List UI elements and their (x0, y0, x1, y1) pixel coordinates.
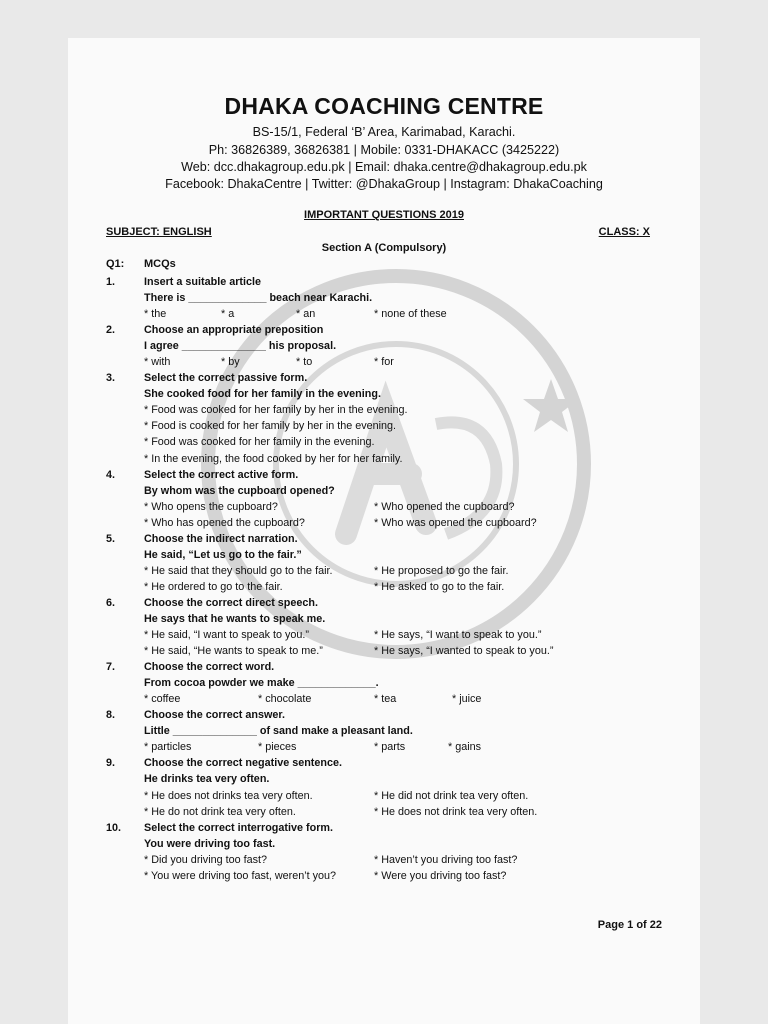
mcq-prompt: He drinks tea very often. (144, 773, 270, 786)
mcq-prompt: There is _____________ beach near Karachi. (144, 292, 373, 305)
mcq-number: 10. (106, 821, 122, 834)
mcq-option: * coffee (144, 693, 181, 706)
mcq-instruction: Choose the indirect narration. (144, 532, 298, 545)
mcq-list (106, 274, 666, 884)
mcq-instruction: Choose the correct direct speech. (144, 596, 319, 609)
mcq-instruction: Choose the correct word. (144, 661, 275, 674)
mcq-item (106, 659, 666, 707)
mcq-option: * He does not drink tea very often. (374, 805, 538, 818)
mcq-option: * by (221, 356, 240, 369)
mcq-option: * Who was opened the cupboard? (374, 516, 537, 529)
mcq-instruction: Choose an appropriate preposition (144, 324, 324, 337)
mcq-option: * He does not drinks tea very often. (144, 789, 313, 802)
class-label: CLASS: X (598, 226, 650, 238)
institute-title: DHAKA COACHING CENTRE (224, 93, 544, 119)
mcq-item (106, 755, 666, 819)
mcq-option: * a (221, 308, 235, 321)
mcq-option: * parts (374, 741, 406, 754)
mcq-item (106, 595, 666, 659)
mcq-option: * tea (374, 693, 397, 706)
mcq-option: * to (296, 356, 313, 369)
document-heading: IMPORTANT QUESTIONS 2019 (304, 209, 464, 221)
question-title: MCQs (144, 258, 176, 270)
mcq-instruction: Choose the correct negative sentence. (144, 757, 343, 770)
mcq-option: * with (144, 356, 171, 369)
mcq-item (106, 707, 666, 755)
mcq-option: * the (144, 308, 167, 321)
mcq-option: * Who has opened the cupboard? (144, 516, 305, 529)
mcq-item (106, 322, 666, 370)
mcq-prompt: She cooked food for her family in the evening. (144, 388, 381, 401)
mcq-option: * He said, “I want to speak to you.” (144, 629, 310, 642)
mcq-item (106, 370, 666, 466)
mcq-item (106, 467, 666, 531)
mcq-option: * for (374, 356, 394, 369)
mcq-instruction: Insert a suitable article (144, 276, 262, 288)
mcq-prompt: You were driving too fast. (144, 837, 276, 850)
mcq-number: 2. (106, 324, 116, 337)
institute-address: BS-15/1, Federal ‘B’ Area, Karimabad, Karachi. (252, 125, 516, 139)
institute-web: Web: dcc.dhakagroup.edu.pk | Email: dhaka.centre@dhakagroup.edu.pk (181, 160, 587, 174)
mcq-number: 6. (106, 596, 116, 609)
mcq-instruction: Select the correct passive form. (144, 372, 308, 385)
mcq-instruction: Select the correct interrogative form. (144, 821, 334, 834)
mcq-option: * You were driving too fast, weren’t you? (144, 869, 337, 882)
mcq-option: * He said that they should go to the fair. (144, 564, 333, 577)
mcq-option: * He did not drink tea very often. (374, 789, 529, 802)
mcq-prompt: He says that he wants to speak me. (144, 612, 326, 625)
page-number: Page 1 of 22 (597, 919, 662, 931)
mcq-instruction: Select the correct active form. (144, 468, 299, 481)
subject-label: SUBJECT: ENGLISH (106, 226, 212, 238)
mcq-number: 4. (106, 468, 116, 481)
mcq-item (106, 274, 666, 322)
mcq-option: * Did you driving too fast? (144, 853, 268, 866)
mcq-option: * none of these (374, 308, 447, 321)
mcq-option: * He do not drink tea very often. (144, 805, 296, 818)
mcq-number: 5. (106, 532, 116, 545)
mcq-prompt: I agree ______________ his proposal. (144, 340, 337, 353)
mcq-option: * Haven’t you driving too fast? (374, 853, 518, 866)
mcq-prompt: From cocoa powder we make _____________. (144, 677, 379, 690)
mcq-instruction: Choose the correct answer. (144, 709, 286, 722)
section-title: Section A (Compulsory) (321, 242, 447, 254)
mcq-option: * Food is cooked for her family by her in the evening. (144, 420, 397, 433)
mcq-option: * In the evening, the food cooked by her for her family. (144, 452, 403, 465)
mcq-number: 9. (106, 757, 116, 770)
mcq-option: * Food was cooked for her family by her in the evening. (144, 404, 408, 417)
question-label: Q1: (106, 258, 125, 270)
mcq-option: * chocolate (258, 693, 312, 706)
mcq-prompt: By whom was the cupboard opened? (144, 484, 335, 497)
mcq-option: * Who opens the cupboard? (144, 500, 278, 513)
mcq-option: * He asked to go to the fair. (374, 580, 505, 593)
mcq-option: * pieces (258, 741, 297, 754)
mcq-item (106, 531, 666, 595)
mcq-option: * He says, “I wanted to speak to you.” (374, 645, 554, 658)
mcq-option: * particles (144, 741, 192, 754)
mcq-option: * Food was cooked for her family in the evening. (144, 436, 375, 449)
mcq-prompt: He said, “Let us go to the fair.” (144, 548, 302, 561)
mcq-option: * Who opened the cupboard? (374, 500, 515, 513)
mcq-number: 8. (106, 709, 116, 722)
institute-phone: Ph: 36826389, 36826381 | Mobile: 0331-DHAKACC (3425222) (208, 143, 560, 157)
mcq-option: * gains (448, 741, 482, 754)
mcq-option: * an (296, 308, 316, 321)
mcq-item (106, 820, 666, 884)
mcq-number: 7. (106, 661, 116, 674)
mcq-number: 3. (106, 372, 116, 385)
mcq-option: * He ordered to go to the fair. (144, 580, 283, 593)
mcq-number: 1. (106, 276, 116, 288)
mcq-option: * He says, “I want to speak to you.” (374, 629, 542, 642)
mcq-option: * He proposed to go the fair. (374, 564, 509, 577)
mcq-option: * juice (452, 693, 482, 706)
institute-social: Facebook: DhakaCentre | Twitter: @DhakaGroup | Instagram: DhakaCoaching (165, 177, 603, 191)
mcq-option: * Were you driving too fast? (374, 869, 507, 882)
mcq-option: * He said, “He wants to speak to me.” (144, 645, 323, 658)
mcq-prompt: Little ______________ of sand make a pleasant land. (144, 725, 413, 738)
